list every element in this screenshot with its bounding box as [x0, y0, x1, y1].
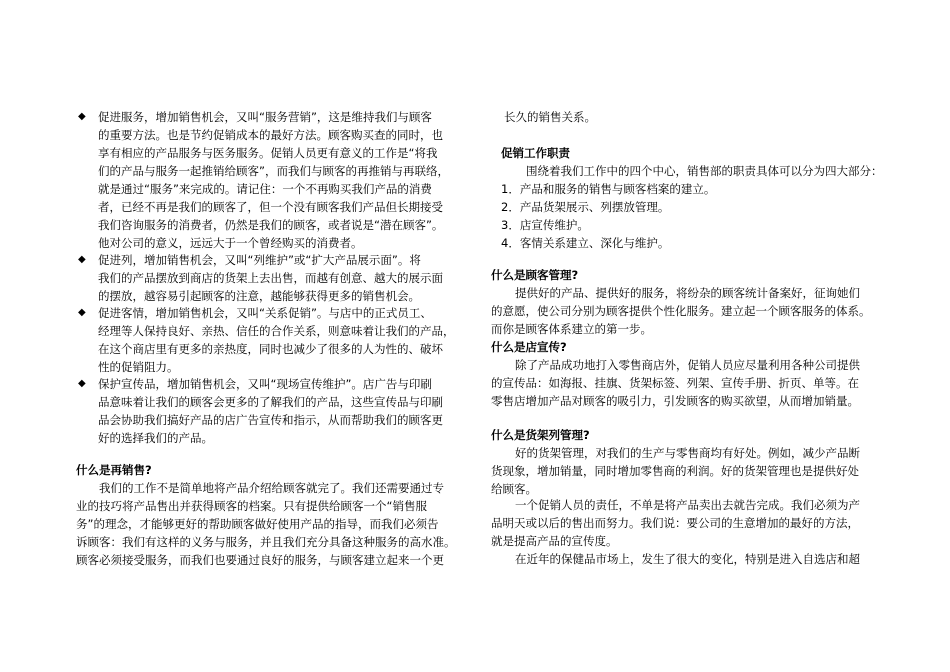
shelf-mgmt-heading: 什么是货架列管理? [491, 428, 590, 442]
text-line: 就是通过“服务”来完成的。请记住：一个不再购买我们产品的消费 [98, 182, 432, 196]
diamond-bullet-icon: ◆ [78, 111, 86, 122]
text-line: 给顾客。 [491, 482, 537, 496]
text-line: 诉顾客：我们有这样的义务与服务，并且我们充分具备这种服务的高水准。 [76, 535, 456, 549]
duties-heading: 促销工作职责 [501, 146, 570, 160]
diamond-bullet-icon: ◆ [78, 378, 86, 389]
text-line: 在这个商店里有更多的亲热度，同时也减少了很多的人为性的、破坏 [98, 342, 443, 356]
list-item: 4．客情关系建立、深化与维护。 [501, 236, 670, 250]
text-line: 业的技巧将产品售出并获得顾客的档案。只有提供给顾客一个“销售服 [76, 499, 427, 513]
store-promo-heading: 什么是店宣传? [491, 340, 567, 354]
text-line: 货现象，增加销量，同时增加零售商的利润。好的货架管理也是提供好处 [491, 464, 859, 478]
list-item: 1．产品和服务的销售与顾客档案的建立。 [501, 182, 716, 196]
text-line: 品意味着让我们的顾客会更多的了解我们的产品，这些宣传品与印刷 [98, 395, 443, 409]
text-line: 促进服务，增加销售机会，又叫“服务营销”，这是维持我们与顾客 [98, 110, 432, 124]
text-line: 保护宣传品，增加销售机会，又叫“现场宣传维护”。店广告与印刷 [98, 377, 432, 391]
diamond-bullet-icon: ◆ [78, 307, 86, 318]
text-line: 一个促销人员的责任，不单是将产品卖出去就告完成。我们必须为产 [515, 498, 860, 512]
text-line: 就是提高产品的宣传度。 [491, 534, 618, 548]
text-line: 者，已经不再是我们的顾客了，但一个没有顾客我们产品但长期接受 [98, 200, 443, 214]
market-line: 在近年的保健品市场上，发生了很大的变化，特别是进入自选店和超 [515, 552, 860, 566]
text-line: 我们的工作不是简单地将产品介绍给顾客就完了。我们还需要通过专 [99, 481, 444, 495]
text-line: 促进列，增加销售机会，又叫“列维护”或“扩大产品展示面”。将 [98, 253, 421, 267]
continuation-line: 长久的销售关系。 [504, 110, 596, 124]
text-line: 享有相应的产品服务与医务服务。促销人员更有意义的工作是“将我 [98, 146, 438, 160]
text-line: 们的产品与服务一起推销给顾客”，而我们与顾客的再推销与再联络， [98, 164, 449, 178]
text-line: 我们的产品摆放到商店的货架上去出售，而越有创意、越大的展示面 [98, 271, 443, 285]
text-line: 而你是顾客体系建立的第一步。 [491, 322, 652, 336]
text-line: 务”的理念，才能够更好的帮助顾客做好使用产品的指导，而我们必须告 [76, 517, 439, 531]
resale-heading: 什么是再销售? [76, 463, 152, 477]
text-line: 好的选择我们的产品。 [98, 431, 213, 445]
text-line: 促进客情，增加销售机会，又叫“关系促销”。与店中的正式员工、 [98, 306, 432, 320]
text-line: 我们咨询服务的消费者，仍然是我们的顾客，或者说是“潜在顾客”。 [98, 218, 444, 232]
text-line: 的摆放，越容易引起顾客的注意，越能够获得更多的销售机会。 [98, 289, 420, 303]
text-line: 性的促销阻力。 [98, 360, 179, 374]
duties-intro: 围绕着我们工作中的四个中心，销售部的职责具体可以分为四大部分： [526, 164, 883, 178]
text-line: 除了产品成功地打入零售商店外，促销人员应尽量利用各种公司提供 [515, 358, 860, 372]
text-line: 经理等人保持良好、亲热、信任的合作关系，则意味着让我们的产品， [98, 324, 455, 338]
text-line: 的意愿，使公司分别为顾客提供个性化服务。建立起一个顾客服务的体系。 [491, 304, 871, 318]
text-line: 的重要方法。也是节约促销成本的最好方法。顾客购买查的同时，也 [98, 128, 443, 142]
text-line: 的宣传品：如海报、挂旗、货架标签、列架、宣传手册、折页、单等。在 [491, 376, 859, 390]
text-line: 顾客必须接受服务，而我们也要通过良好的服务，与顾客建立起来一个更 [76, 553, 444, 567]
text-line: 提供好的产品、提供好的服务，将纷杂的顾客统计备案好，征询她们 [515, 286, 860, 300]
text-line: 零售店增加产品对顾客的吸引力，引发顾客的购买欲望，从而增加销量。 [491, 394, 859, 408]
list-item: 3．店宣传维护。 [501, 218, 589, 232]
customer-mgmt-heading: 什么是顾客管理? [491, 268, 579, 282]
diamond-bullet-icon: ◆ [78, 254, 86, 265]
text-line: 好的货架管理，对我们的生产与零售商均有好处。例如，减少产品断 [515, 446, 860, 460]
text-line: 品明天或以后的售出而努力。我们说：要公司的生意增加的最好的方法， [491, 516, 859, 530]
text-line: 品会协助我们搞好产品的店广告宣传和指示，从而帮助我们的顾客更 [98, 413, 443, 427]
text-line: 他对公司的意义，远远大于一个曾经购买的消费者。 [98, 236, 363, 250]
list-item: 2．产品货架展示、列摆放管理。 [501, 200, 670, 214]
